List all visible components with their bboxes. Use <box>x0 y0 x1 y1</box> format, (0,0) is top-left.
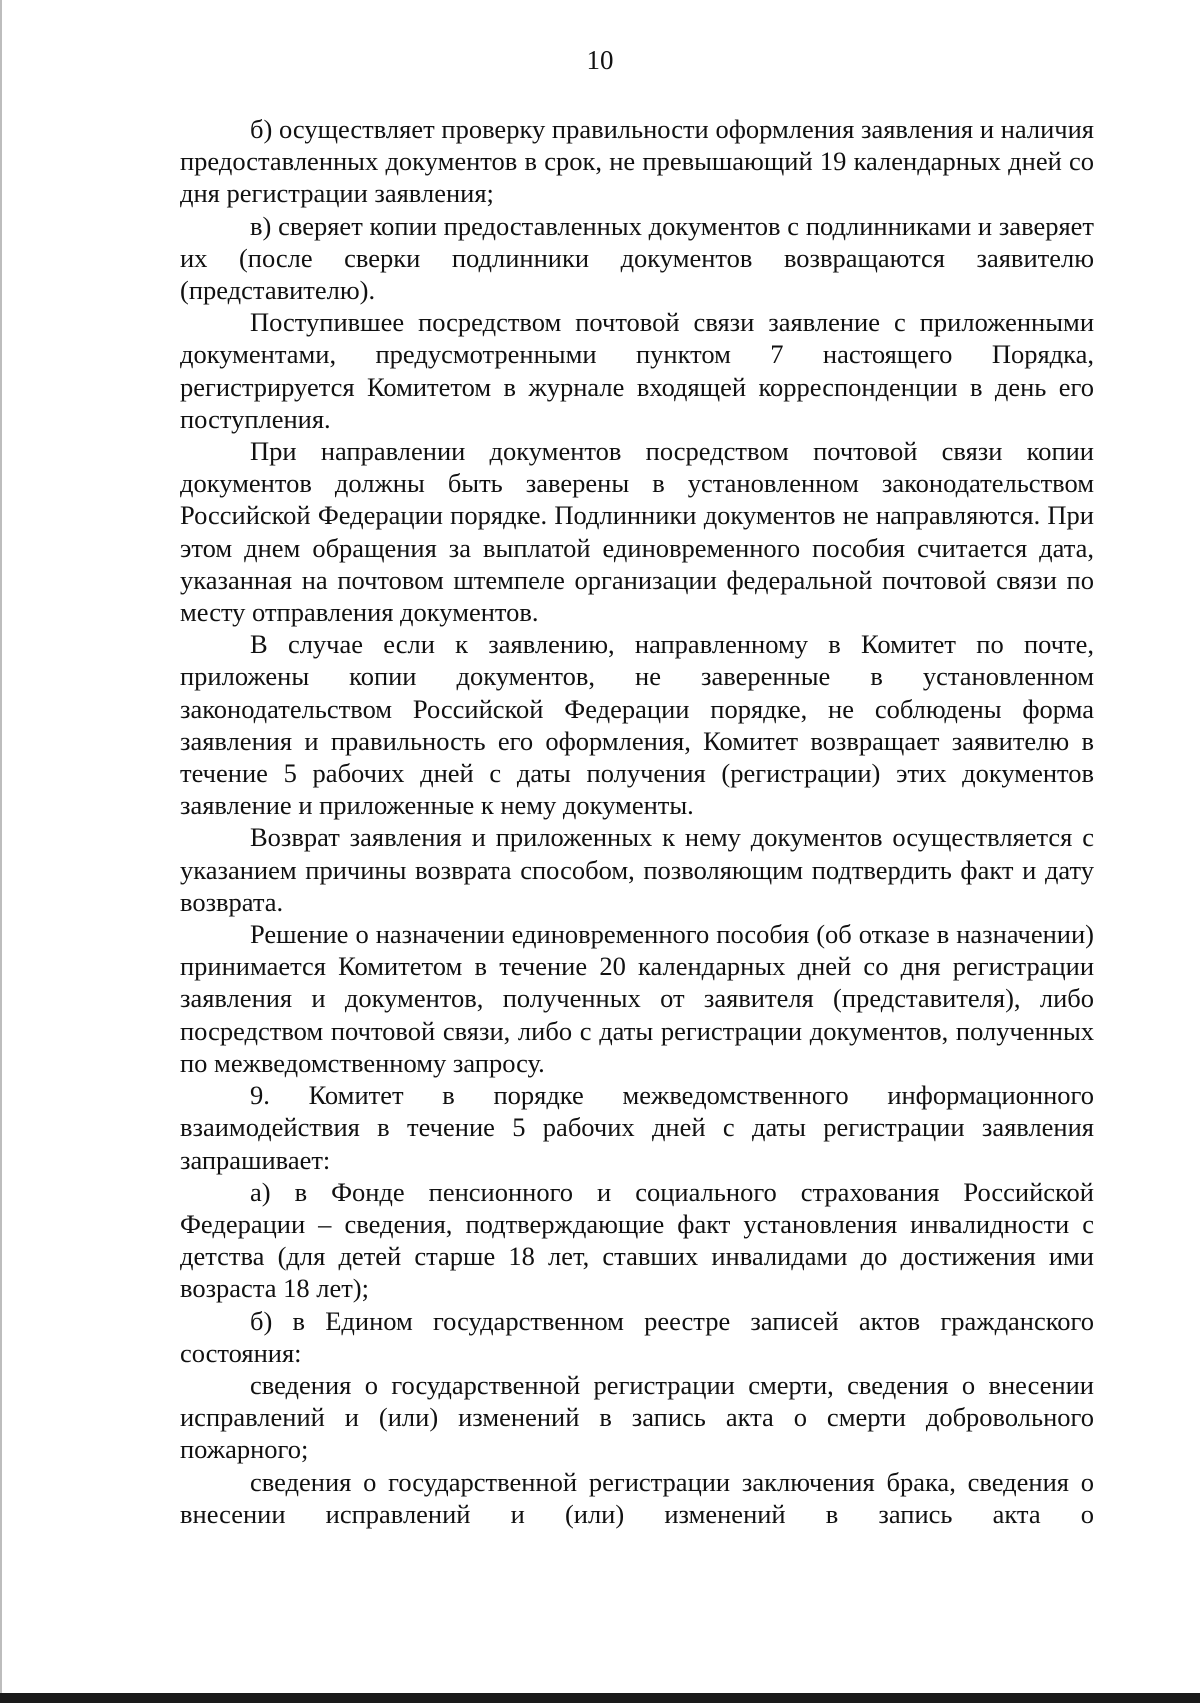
paragraph-b-civil-registry: б) в Едином государственном реестре записей актов гражданского состояния: <box>180 1305 1094 1368</box>
paragraph-marriage-registration: сведения о государственной регистрации заключения брака, сведения о внесении исправлений и (или) изменений в запись акта о <box>180 1466 1094 1529</box>
document-body <box>180 113 1094 1530</box>
paragraph-return-method: Возврат заявления и приложенных к нему документов осуществляется с указанием причины возврата способом, позволяющим подтвердить факт и дату возврата. <box>180 822 1094 917</box>
paragraph-postal-registration: Поступившее посредством почтовой связи заявление с приложенными документами, предусмотренными пунктом 7 настоящего Порядка, регистрируется Комитетом в журнале входящей корреспонденции в день его поступления. <box>180 307 1094 434</box>
paragraph-9-interagency: 9. Комитет в порядке межведомственного информационного взаимодействия в течение 5 рабочих дней с даты регистрации заявления запрашивает: <box>180 1080 1094 1175</box>
paragraph-decision: Решение о назначении единовременного пособия (об отказе в назначении) принимается Комитетом в течение 20 календарных дней со дня регистрации заявления и документов, полученных от заявителя (представителя), либо посредством почтовой связи, либо с даты регистрации документов, полученных по межведомственному запросу. <box>180 919 1094 1078</box>
scan-bottom-edge <box>0 1693 1200 1703</box>
page-number: 10 <box>586 45 614 75</box>
paragraph-return-conditions: В случае если к заявлению, направленному в Комитет по почте, приложены копии документов, не заверенные в установленном законодательством Российской Федерации порядке, не соблюдены форма заявления и правильность его оформления, Комитет возвращает заявителю в течение 5 рабочих дней с даты получения (регистрации) этих документов заявление и приложенные к нему документы. <box>180 629 1094 821</box>
paragraph-postal-copies: При направлении документов посредством почтовой связи копии документов должны быть заверены в установленном законодательством Российской Федерации порядке. Подлинники документов не направляются. При этом днем обращения за выплатой единовременного пособия считается дата, указанная на почтовом штемпеле организации федеральной почтовой связи по месту отправления документов. <box>180 436 1094 628</box>
paragraph-v-verify-copies: в) сверяет копии предоставленных документов с подлинниками и заверяет их (после сверки подлинники документов возвращаются заявителю (представителю). <box>180 210 1094 306</box>
paragraph-a-pension-fund: а) в Фонде пенсионного и социального страхования Российской Федерации – сведения, подтверждающие факт установления инвалидности с детства (для детей старше 18 лет, ставших инвалидами до достижения ими возраста 18 лет); <box>180 1176 1094 1304</box>
paragraph-death-registration: сведения о государственной регистрации смерти, сведения о внесении исправлений и (или) изменений в запись акта о смерти добровольного пожарного; <box>180 1369 1094 1465</box>
paragraph-b-check: б) осуществляет проверку правильности оформления заявления и наличия предоставленных документов в срок, не превышающий 19 календарных дней со дня регистрации заявления; <box>180 114 1094 209</box>
scan-left-edge <box>0 0 2 1703</box>
